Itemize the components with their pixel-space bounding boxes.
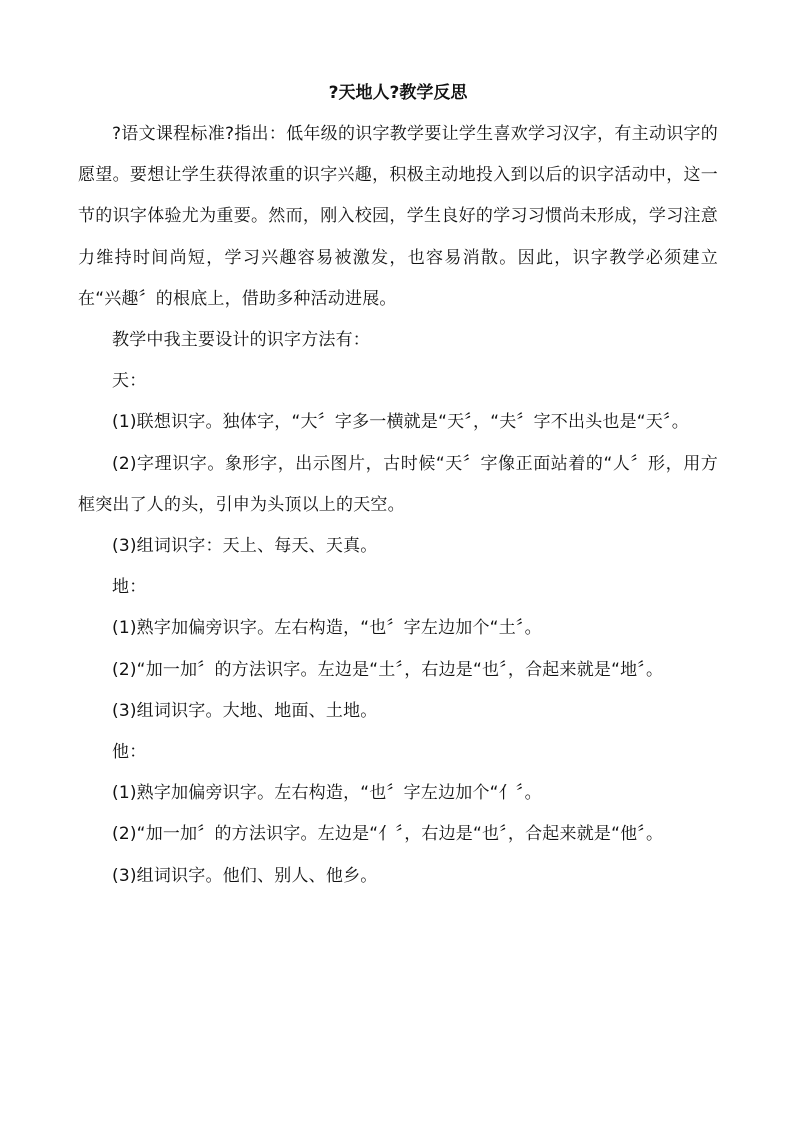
- di-item-3: (3)组词识字。大地、地面、土地。: [112, 700, 378, 721]
- tian-item-1: (1)联想识字。独体字，“大〞字多一横就是“天〞，“夫〞字不出头也是“天〞。: [112, 412, 689, 433]
- heading-di: 地：: [112, 577, 147, 598]
- tian-item-2: (2)字理识字。象形字，出示图片，古时候“天〞字像正面站着的“人〞形，用方框突出了人的头，引申为头顶以上的天空。: [78, 453, 718, 515]
- heading-ta: 他：: [112, 742, 147, 763]
- ta-item-3: (3)组词识字。他们、别人、他乡。: [112, 865, 378, 886]
- document-title: ?天地人?教学反思: [328, 83, 468, 103]
- di-item-2: (2)“加一加〞的方法识字。左边是“土〞，右边是“也〞，合起来就是“地〞。: [112, 659, 664, 680]
- paragraph-intro: ?语文课程标准?指出：低年级的识字教学要让学生喜欢学习汉字，有主动识字的愿望。要想让学生获得浓重的识字兴趣，积极主动地投入到以后的识字活动中，这一节的识字体验尤为重要。然而，刚入校园，学生良好的学习习惯尚未形成，学习注意力维持时间尚短，学习兴趣容易被激发，也容易消散。因此，识字教学必须建立在“兴趣〞的根底上，借助多种活动进展。: [78, 124, 718, 309]
- di-item-1: (1)熟字加偏旁识字。左右构造，“也〞字左边加个“土〞。: [112, 618, 542, 639]
- ta-item-1: (1)熟字加偏旁识字。左右构造，“也〞字左边加个“亻〞。: [112, 783, 542, 804]
- document-page: [78, 78, 718, 897]
- ta-item-2: (2)“加一加〞的方法识字。左边是“亻〞，右边是“也〞，合起来就是“他〞。: [112, 824, 664, 845]
- paragraph-methods-heading: 教学中我主要设计的识字方法有：: [112, 330, 370, 351]
- heading-tian: 天：: [112, 371, 147, 392]
- tian-item-3: (3)组词识字：天上、每天、天真。: [112, 536, 378, 557]
